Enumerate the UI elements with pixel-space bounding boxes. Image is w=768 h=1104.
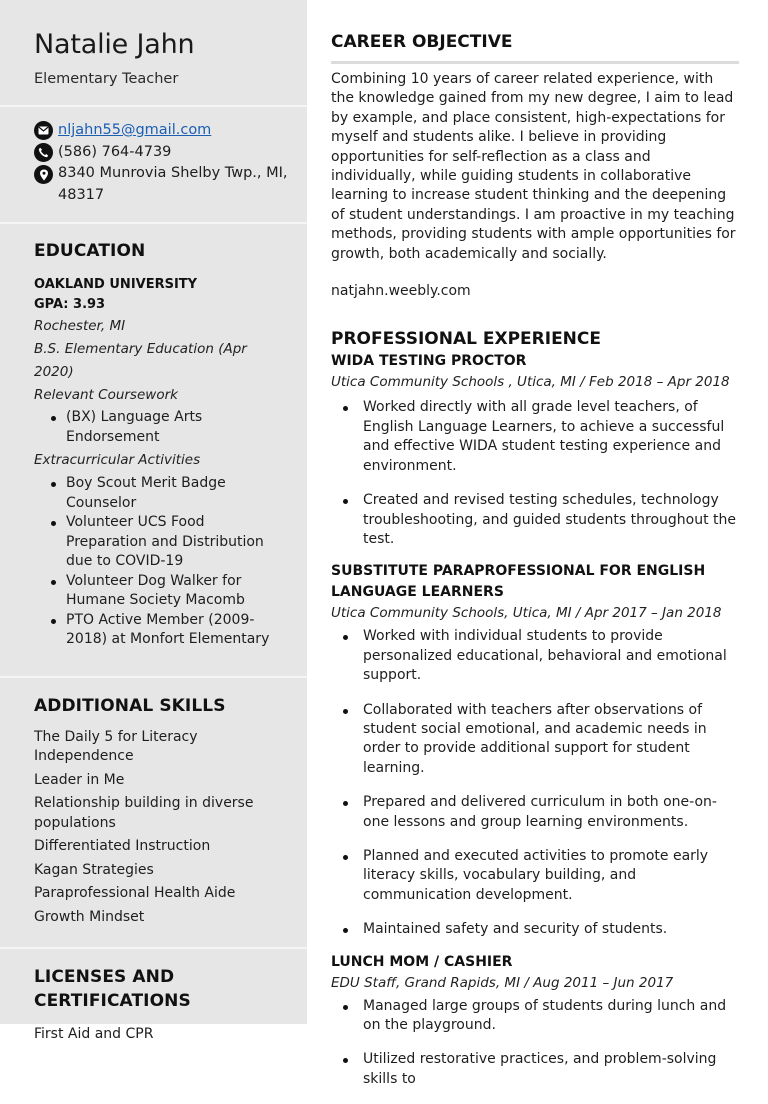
degree: B.S. Elementary Education (Apr 2020) bbox=[34, 341, 247, 380]
envelope-icon bbox=[34, 121, 53, 140]
website: natjahn.weebly.com bbox=[331, 283, 471, 300]
skill-item: Leader in Me bbox=[34, 771, 125, 788]
objective-heading: CAREER OBJECTIVE bbox=[331, 32, 513, 52]
job-title: LUNCH MOM / CASHIER bbox=[331, 953, 513, 970]
job-bullets bbox=[331, 398, 739, 549]
contact-phone-row bbox=[34, 142, 289, 164]
skills-section bbox=[0, 678, 307, 948]
heading-rule bbox=[331, 61, 739, 64]
skill-item: Kagan Strategies bbox=[34, 861, 154, 878]
skill-item: Paraprofessional Health Aide bbox=[34, 885, 236, 901]
skill-item: Relationship building in diverse populations bbox=[34, 795, 254, 831]
contact-address-row bbox=[34, 163, 289, 206]
experience-heading: PROFESSIONAL EXPERIENCE bbox=[331, 329, 601, 350]
school-location: Rochester, MI bbox=[34, 318, 126, 334]
coursework-list bbox=[34, 408, 289, 447]
phone-icon bbox=[34, 143, 53, 162]
list-item: Planned and executed activities to promote early literacy skills, vocabulary building, and communication development. bbox=[331, 847, 739, 905]
list-item: Utilized restorative practices, and problem-solving skills to bbox=[331, 1050, 739, 1089]
address: 8340 Munrovia Shelby Twp., MI, 48317 bbox=[58, 165, 288, 203]
job-meta: EDU Staff, Grand Rapids, MI / Aug 2011 – Jun 2017 bbox=[331, 974, 674, 991]
list-item: Boy Scout Merit Badge Counselor bbox=[48, 474, 289, 513]
coursework-label: Relevant Coursework bbox=[34, 387, 178, 403]
sidebar bbox=[0, 0, 307, 1042]
job-bullets bbox=[331, 997, 739, 1090]
list-item: Maintained safety and security of students. bbox=[331, 920, 739, 939]
job-meta: Utica Community Schools, Utica, MI / Apr 2017 – Jan 2018 bbox=[331, 605, 722, 622]
skill-item: The Daily 5 for Literacy Independence bbox=[34, 728, 198, 764]
job-entry bbox=[331, 561, 739, 939]
list-item: Worked directly with all grade level teachers, of English Language Learners, to achieve a successful and effective WIDA student testing experience and environment. bbox=[331, 398, 739, 476]
job-title: WIDA TESTING PROCTOR bbox=[331, 353, 527, 370]
candidate-name: Natalie Jahn bbox=[34, 29, 195, 60]
email-link[interactable]: nljahn55@gmail.com bbox=[58, 122, 212, 138]
main-content bbox=[331, 0, 739, 1104]
activities-label: Extracurricular Activities bbox=[34, 452, 201, 468]
licenses-heading: LICENSES AND CERTIFICATIONS bbox=[34, 967, 191, 1011]
license-item: First Aid and CPR bbox=[34, 1026, 154, 1042]
skill-item: Growth Mindset bbox=[34, 908, 145, 925]
contact-block bbox=[0, 107, 307, 222]
job-meta: Utica Community Schools , Utica, MI / Feb 2018 – Apr 2018 bbox=[331, 374, 730, 391]
licenses-section bbox=[0, 949, 307, 1045]
experience-section bbox=[331, 327, 739, 1089]
list-item: Volunteer UCS Food Preparation and Distribution due to COVID-19 bbox=[48, 513, 289, 572]
education-section bbox=[0, 224, 307, 676]
list-item: Volunteer Dog Walker for Humane Society Macomb bbox=[48, 572, 289, 611]
activities-list bbox=[34, 474, 289, 650]
contact-email-row bbox=[34, 120, 289, 142]
objective-section bbox=[331, 0, 739, 301]
job-bullets bbox=[331, 627, 739, 939]
skills-heading: ADDITIONAL SKILLS bbox=[34, 695, 226, 716]
job-entry bbox=[331, 351, 739, 549]
job-title: SUBSTITUTE PARAPROFESSIONAL FOR ENGLISH LANGUAGE LEARNERS bbox=[331, 563, 706, 601]
candidate-role: Elementary Teacher bbox=[34, 71, 179, 87]
list-item: Managed large groups of students during lunch and on the playground. bbox=[331, 997, 739, 1036]
objective-text: Combining 10 years of career related experience, with the knowledge gained from my new degree, I aim to lead by example, and place consistent, high-expectations for myself and students alike. I believe in providing opportunities for self-reflection as a class and individually, while guiding students in collaborative learning to increase student thinking and the deepening of student understandings. I am proactive in my teaching methods, providing students with ample opportunities for growth, both academically and socially. bbox=[331, 71, 736, 262]
header-block bbox=[0, 0, 307, 89]
list-item: Prepared and delivered curriculum in both one-on-one lessons and group learning environments. bbox=[331, 793, 739, 832]
map-pin-icon bbox=[34, 165, 53, 184]
job-entry bbox=[331, 952, 739, 1090]
education-heading: EDUCATION bbox=[34, 241, 146, 261]
skill-item: Differentiated Instruction bbox=[34, 838, 211, 854]
list-item: Worked with individual students to provide personalized educational, behavioral and emotional support. bbox=[331, 627, 739, 685]
phone-number: (586) 764-4739 bbox=[58, 143, 172, 160]
list-item: Collaborated with teachers after observations of student social emotional, and academic needs in order to provide additional support for student learning. bbox=[331, 701, 739, 779]
list-item: PTO Active Member (2009-2018) at Monfort Elementary bbox=[48, 611, 289, 650]
list-item: Created and revised testing schedules, technology troubleshooting, and guided students throughout the test. bbox=[331, 491, 739, 549]
gpa: GPA: 3.93 bbox=[34, 297, 106, 312]
list-item: (BX) Language Arts Endorsement bbox=[48, 408, 289, 447]
school-name: OAKLAND UNIVERSITY bbox=[34, 277, 198, 292]
